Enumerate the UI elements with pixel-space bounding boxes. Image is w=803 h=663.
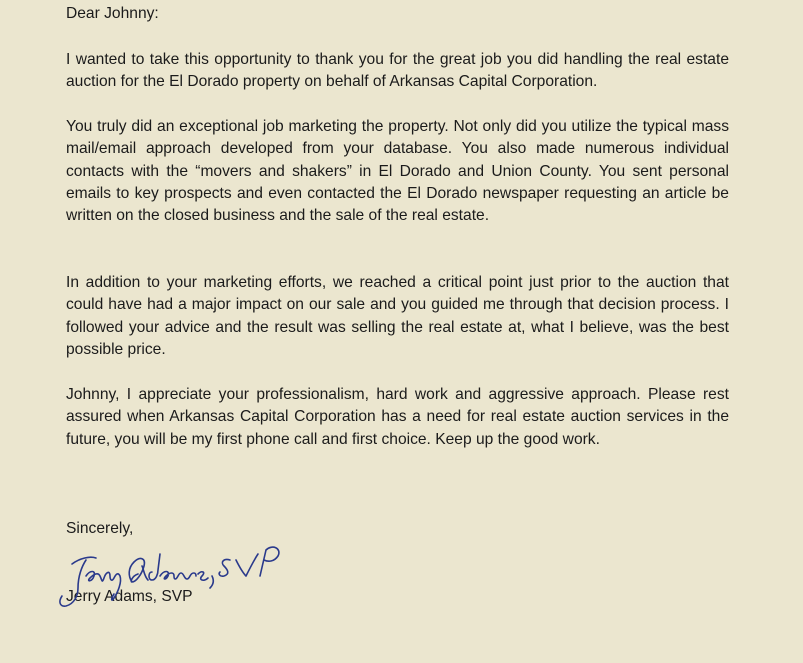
- paragraph-appreciation: Johnny, I appreciate your professionalism, hard work and aggressive approach. Please rest assured when Arkansas Capital Corporation has a need for real estate auction services in the future, you will be my first phone call and first choice. Keep up the good work.: [66, 386, 729, 448]
- greeting: Dear Johnny:: [66, 5, 159, 22]
- paragraph-thanks: I wanted to take this opportunity to thank you for the great job you did handling the real estate auction for the El Dorado property on behalf of Arkansas Capital Corporation.: [66, 51, 729, 91]
- signer-name: Jerry Adams, SVP: [66, 588, 193, 605]
- paragraph-advice: In addition to your marketing efforts, we reached a critical point just prior to the auction that could have had a major impact on our sale and you guided me through that decision process. I followed your advice and the result was selling the real estate at, what I believe, was the best possible price.: [66, 274, 729, 358]
- closing: Sincerely,: [66, 520, 134, 537]
- paragraph-marketing: You truly did an exceptional job marketing the property. Not only did you utilize the typical mass mail/email approach developed from your database. You also made numerous individual contacts with the “movers and shakers” in El Dorado and Union County. You sent personal emails to key prospects and even contacted the El Dorado newspaper requesting an article be written on the closed business and the sale of the real estate.: [66, 118, 729, 225]
- handwritten-signature: [56, 536, 286, 612]
